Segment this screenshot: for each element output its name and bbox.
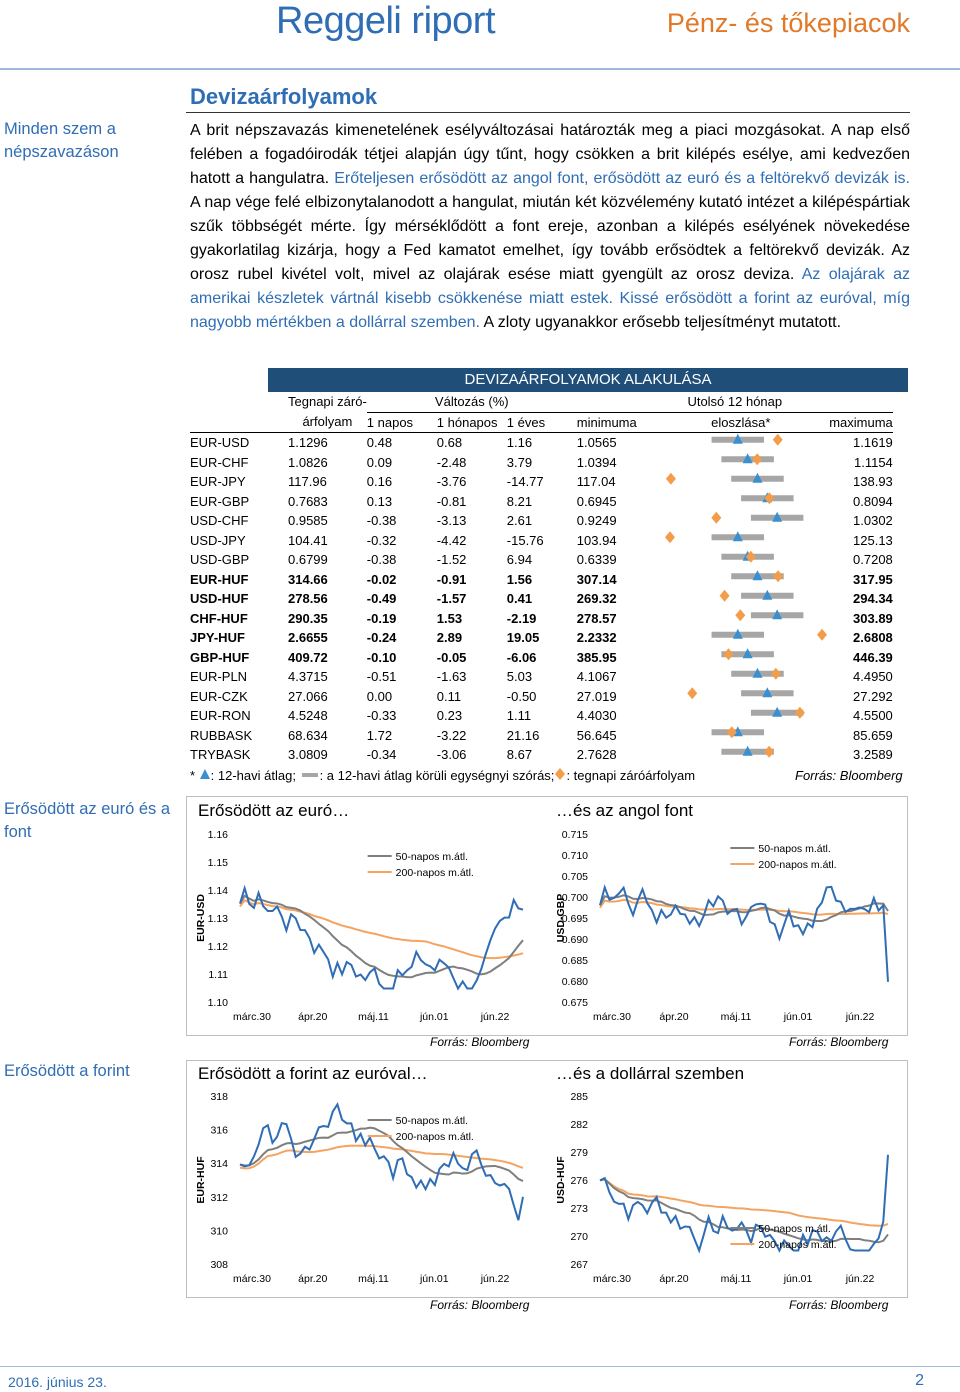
cell-max: 85.659 [853,727,893,743]
cell-d: -0.34 [366,747,397,762]
legend-ma50-label: 50-napos m.átl. [758,1223,831,1235]
band-icon [300,770,320,780]
cell-d: -0.51 [366,669,397,684]
cell-close: 4.5248 [288,708,328,723]
para-part-5: Az olajárak az amerikai készletek vártnál kisebb csökkenése miatt estek. [190,266,910,307]
para-part-6: Kissé erősödött a forint az euróval, míg nagyobb mértékben a dollárral szemben. [190,290,910,331]
legend-avg: : 12-havi átlag; [210,768,296,783]
cell-max: 2.6808 [853,630,893,645]
y-tick-label: 316 [210,1124,228,1137]
cell-close: 278.56 [288,591,328,606]
cell-m: 0.23 [436,708,463,723]
header-divider [0,68,960,70]
table-legend [190,768,903,783]
dist-close-marker [764,746,774,758]
y-tick-label: 0.675 [561,997,588,1009]
y-tick-label: 0.685 [561,955,588,967]
cell-close: 68.634 [288,727,328,743]
cell-m: 1.53 [436,610,463,626]
chart-usdhuf-source: Forrás: Bloomberg [789,1298,889,1312]
x-tick-label: jún.01 [419,1273,449,1285]
x-tick-label: márc.30 [593,1011,631,1023]
cell-y: -14.77 [506,474,544,489]
cell-max: 294.34 [853,591,893,606]
cell-close: 117.96 [288,474,327,489]
para-part-2: Erőteljesen erősödött az angol font, erősödött az euró és a feltörekvő devizák is. [329,170,910,187]
y-axis-label: USD-HUF [555,1156,567,1204]
chart-eurusd-title: Erősödött az euró… [198,801,350,820]
price-line [240,1104,523,1220]
legend-ma200-label: 200-napos m.átl. [395,1131,474,1143]
y-tick-label: 1.13 [207,913,228,925]
cell-d: 0.09 [366,454,393,470]
y-tick-label: 0.680 [561,976,588,988]
x-tick-label: ápr.20 [659,1011,689,1023]
cell-d: 0.13 [366,493,393,509]
cell-d: -0.32 [366,532,397,548]
cell-min: 117.04 [576,474,616,489]
cell-close: 290.35 [288,610,328,626]
x-tick-label: jún.01 [783,1273,813,1285]
cell-min: 269.32 [576,591,617,606]
cell-max: 303.89 [853,610,893,626]
col-1d: 1 napos [367,412,437,433]
cell-m: -2.48 [436,454,467,470]
dist-close-marker [735,609,745,621]
ma200-line [600,1179,888,1225]
legend-source: Forrás: Bloomberg [795,768,903,783]
cell-d: 1.72 [366,727,393,743]
cell-pair: CHF-HUF [190,610,248,626]
y-tick-label: 282 [570,1119,588,1131]
section-paragraph [190,119,910,335]
dist-close-marker [720,590,730,602]
cell-max: 4.4950 [853,669,893,684]
cell-min: 1.0394 [576,454,617,470]
cell-pair: USD-GBP [190,552,250,567]
y-tick-label: 267 [570,1259,588,1271]
cell-y: 1.56 [506,571,533,587]
cell-d: -0.38 [366,513,397,528]
price-line [240,888,523,988]
chart-eurusd [190,826,535,1026]
x-tick-label: jún.22 [480,1011,510,1023]
fx-table-title: DEVIZAÁRFOLYAMOK ALAKULÁSA [268,368,908,392]
cell-pair: RUBBASK [190,727,253,743]
cell-close: 2.6655 [288,630,328,645]
cell-min: 103.94 [576,532,617,548]
col-1y: 1 éves [507,412,577,433]
chart-eurusd-source: Forrás: Bloomberg [430,1035,530,1049]
cell-max: 1.0302 [853,513,893,528]
cell-max: 1.1154 [853,454,893,470]
price-line [600,1155,888,1251]
cell-d: -0.24 [366,630,397,645]
cell-y: 0.41 [506,591,533,606]
cell-close: 0.7683 [288,493,328,509]
cell-m: -3.06 [436,747,467,762]
triangle-icon [199,768,211,780]
x-tick-label: márc.30 [233,1011,271,1023]
cell-pair: EUR-JPY [190,474,246,489]
cell-d: 0.48 [367,433,437,453]
legend-band: : a 12-havi átlag körüli egységnyi szórás; [319,768,555,783]
cell-close: 4.3715 [288,669,328,684]
y-tick-label: 310 [210,1225,228,1238]
cell-max: 0.7208 [853,552,893,567]
cell-pair: EUR-HUF [190,571,249,587]
cell-y: 1.16 [507,433,577,453]
cell-d: -0.33 [366,708,397,723]
cell-pair: EUR-GBP [190,493,250,509]
y-axis-label: USD-GBP [555,893,567,943]
cell-pair: JPY-HUF [190,630,245,645]
dist-close-marker [773,434,783,446]
x-tick-label: máj.11 [720,1011,752,1023]
chart-usdhuf-title: …és a dollárral szemben [556,1064,745,1083]
y-tick-label: 285 [570,1091,588,1103]
cell-max: 317.95 [853,571,893,587]
y-tick-label: 1.15 [207,857,228,869]
cell-pair: EUR-USD [190,433,282,453]
dist-close-marker [771,668,781,680]
cell-m: -1.57 [436,591,467,606]
chart-usdgbp [550,826,900,1026]
cell-m: -1.52 [436,552,467,567]
y-tick-label: 0.700 [561,892,588,904]
cell-min: 0.9249 [576,513,617,528]
side-note-referendum: Minden szem a népszavazáson [4,120,119,161]
y-tick-label: 276 [570,1175,588,1187]
x-tick-label: jún.01 [783,1011,813,1023]
cell-m: 2.89 [436,630,463,645]
x-tick-label: jún.22 [845,1011,875,1023]
y-tick-label: 1.12 [207,941,228,953]
col-max: maximuma [811,412,893,433]
cell-min: 2.7628 [576,747,617,762]
y-tick-label: 318 [210,1091,228,1103]
dist-close-marker [752,453,762,465]
ma50-line [600,1179,888,1242]
cell-m: -3.22 [436,727,467,743]
dist-close-marker [727,726,737,738]
x-tick-label: máj.11 [358,1273,389,1285]
cell-y: 8.21 [506,493,533,509]
x-tick-label: márc.30 [593,1273,631,1285]
col-close-header: Tegnapi záró- [288,394,367,410]
y-axis-label: EUR-USD [195,894,207,942]
cell-y: -6.06 [506,649,537,665]
legend-ma200-label: 200-napos m.átl. [758,1239,837,1251]
cell-close: 1.0826 [288,454,328,470]
cell-min: 4.1067 [576,669,617,684]
cell-close: 27.066 [288,688,328,704]
col-min: minimuma [577,412,671,433]
para-part-7: A zloty ugyanakkor erősebb teljesítményt mutatott. [479,314,842,331]
side-note-forint: Erősödött a forint [4,1062,130,1080]
cell-y: 21.16 [506,727,540,743]
y-tick-label: 312 [210,1191,228,1204]
legend-asterisk: * [190,768,199,783]
x-tick-label: jún.01 [419,1011,449,1023]
report-subtitle: Pénz- és tőkepiacok [666,8,910,38]
x-tick-label: ápr.20 [659,1273,689,1285]
cell-pair: EUR-CHF [190,454,249,470]
x-tick-label: ápr.20 [298,1011,328,1023]
y-tick-label: 0.695 [561,913,588,925]
cell-m: -0.05 [436,649,467,665]
legend-ma50-label: 50-napos m.átl. [758,843,831,855]
cell-min: 0.6339 [576,552,617,567]
cell-m: 0.68 [437,433,507,453]
y-tick-label: 1.16 [207,829,228,841]
cell-pair: USD-CHF [190,513,249,528]
legend-ma200-label: 200-napos m.átl. [395,867,474,879]
cell-y: 2.61 [506,513,533,528]
dist-close-marker [711,512,721,524]
cell-max: 0.8094 [853,493,893,509]
cell-max: 4.5500 [853,708,893,723]
dist-close-marker [795,707,805,719]
chart-eurhuf [190,1088,535,1288]
y-tick-label: 1.11 [208,969,228,981]
cell-min: 278.57 [576,610,617,626]
y-tick-label: 270 [570,1231,588,1243]
footer-page-number: 2 [915,1372,924,1389]
legend-ma200-label: 200-napos m.átl. [758,859,837,871]
cell-y: -2.19 [506,610,537,626]
cell-close: 1.1296 [282,433,367,453]
para-part-4: Az orosz rubel kivétel volt, mivel az olajárak esése miatt gyengült az orosz deviza. [190,242,911,283]
cell-close: 314.66 [288,571,328,587]
col-last12-header: Utolsó 12 hónap [687,394,783,409]
dist-close-marker [773,570,783,582]
dist-close-marker [817,629,827,641]
y-tick-label: 314 [210,1158,228,1171]
y-tick-label: 0.710 [561,850,588,862]
cell-min: 4.4030 [576,708,617,723]
chart-eurhuf-title: Erősödött a forint az euróval… [198,1064,428,1083]
y-tick-label: 0.705 [561,871,588,883]
cell-pair: EUR-RON [190,708,251,723]
cell-m: -4.42 [436,532,467,548]
dist-close-marker [764,492,774,504]
cell-min: 385.95 [576,649,617,665]
legend-ma50-label: 50-napos m.átl. [395,851,469,863]
cell-d: -0.19 [366,610,397,626]
chart-usdhuf [550,1088,900,1288]
ma200-line [240,900,523,958]
chart-usdgbp-source: Forrás: Bloomberg [789,1035,889,1049]
footer-divider [0,1366,960,1367]
cell-min: 56.645 [576,727,617,743]
chart-usdgbp-title: …és az angol font [556,801,694,820]
dist-close-marker [723,648,733,660]
y-tick-label: 0.715 [561,829,588,841]
cell-d: -0.10 [366,649,397,665]
chart-eurhuf-source: Forrás: Bloomberg [430,1298,530,1312]
y-tick-label: 308 [210,1259,228,1271]
cell-y: 1.11 [506,708,532,723]
cell-close: 0.9585 [288,513,328,528]
cell-min: 27.019 [576,688,617,704]
cell-close: 0.6799 [288,552,328,567]
cell-pair: USD-HUF [190,591,249,606]
x-tick-label: márc.30 [233,1273,271,1285]
legend-ma50-label: 50-napos m.átl. [395,1115,469,1127]
report-title: Reggeli riport [276,0,495,42]
side-note-euro-pound: Erősödött az euró és a font [4,800,171,841]
cell-m: -3.76 [436,474,467,489]
cell-y: 8.67 [506,747,533,762]
cell-m: -0.91 [436,571,467,587]
cell-max: 1.1619 [811,433,893,453]
y-tick-label: 279 [570,1147,588,1159]
cell-y: 5.03 [506,669,533,684]
cell-max: 125.13 [853,532,893,548]
cell-d: 0.00 [366,688,393,704]
x-tick-label: jún.22 [480,1273,510,1285]
cell-close: 104.41 [288,532,328,548]
y-tick-label: 0.690 [561,934,588,946]
y-tick-label: 1.10 [207,997,228,1009]
legend-close: : tegnapi záróárfolyam [566,768,696,783]
cell-pair: EUR-CZK [190,688,248,704]
cell-m: -3.13 [436,513,467,528]
cell-d: -0.38 [366,552,397,567]
cell-d: -0.49 [366,591,397,606]
cell-pair: EUR-PLN [190,669,248,684]
cell-pair: GBP-HUF [190,649,250,665]
cell-m: -1.63 [436,669,467,684]
distribution-chart [664,430,828,762]
x-tick-label: máj.11 [720,1273,752,1285]
para-part-3: A nap vége felé elbizonytalanodott a hangulat, miután két közvélemény kutató intézet a kilépéspártiak szűk többségét mérte. Így mérséklődött a font ereje, azonban a kilépés esélyének növekedése gyakorlatilag kizárja, hogy a Fed kamatot emelhet, így tovább erősödtek a feltörekvő devizák. [190,194,910,259]
cell-y: 3.79 [506,454,533,470]
cell-max: 138.93 [853,474,893,489]
diamond-icon [554,768,566,780]
section-title: Devizaárfolyamok [190,84,378,109]
x-tick-label: máj.11 [358,1011,389,1023]
cell-min: 2.2332 [576,630,617,645]
cell-y: -0.50 [506,688,537,704]
cell-pair: USD-JPY [190,532,246,548]
para-part-1: A brit népszavazás kimenetelének esélyváltozásai határozták meg a piaci mozgásokat. A nap első felében a fogadóirodák tétjei alapján úgy tűnt, hogy csökken a brit kilépés esélye, ami kedvezően hatott a hangulatra. [190,122,910,187]
cell-y: -15.76 [506,532,544,548]
cell-y: 19.05 [506,630,540,645]
cell-m: 0.11 [436,688,462,704]
cell-d: -0.02 [366,571,397,587]
cell-max: 3.2589 [853,747,893,762]
dist-close-marker [665,531,675,543]
cell-max: 446.39 [853,649,893,665]
cell-m: -0.81 [436,493,467,509]
dist-close-marker [687,687,697,699]
x-tick-label: ápr.20 [298,1273,328,1285]
cell-pair: TRYBASK [190,747,251,762]
dist-close-marker [666,473,676,485]
col-change-header: Változás (%) [434,394,509,409]
cell-min: 307.14 [576,571,617,587]
section-divider [186,112,910,113]
col-1m: 1 hónapos [437,412,507,433]
col-dist: eloszlása* [671,412,811,433]
cell-d: 0.16 [366,474,393,489]
col-close-header-2: árfolyam [302,414,353,430]
y-axis-label: EUR-HUF [195,1156,207,1204]
y-tick-label: 273 [570,1203,588,1215]
cell-close: 409.72 [288,649,328,665]
footer-date: 2016. június 23. [8,1374,107,1390]
y-tick-label: 1.14 [207,885,228,897]
cell-max: 27.292 [853,688,893,704]
cell-min: 0.6945 [576,493,617,509]
cell-min: 1.0565 [577,433,671,453]
cell-close: 3.0809 [288,747,328,762]
x-tick-label: jún.22 [845,1273,875,1285]
cell-y: 6.94 [506,552,533,567]
